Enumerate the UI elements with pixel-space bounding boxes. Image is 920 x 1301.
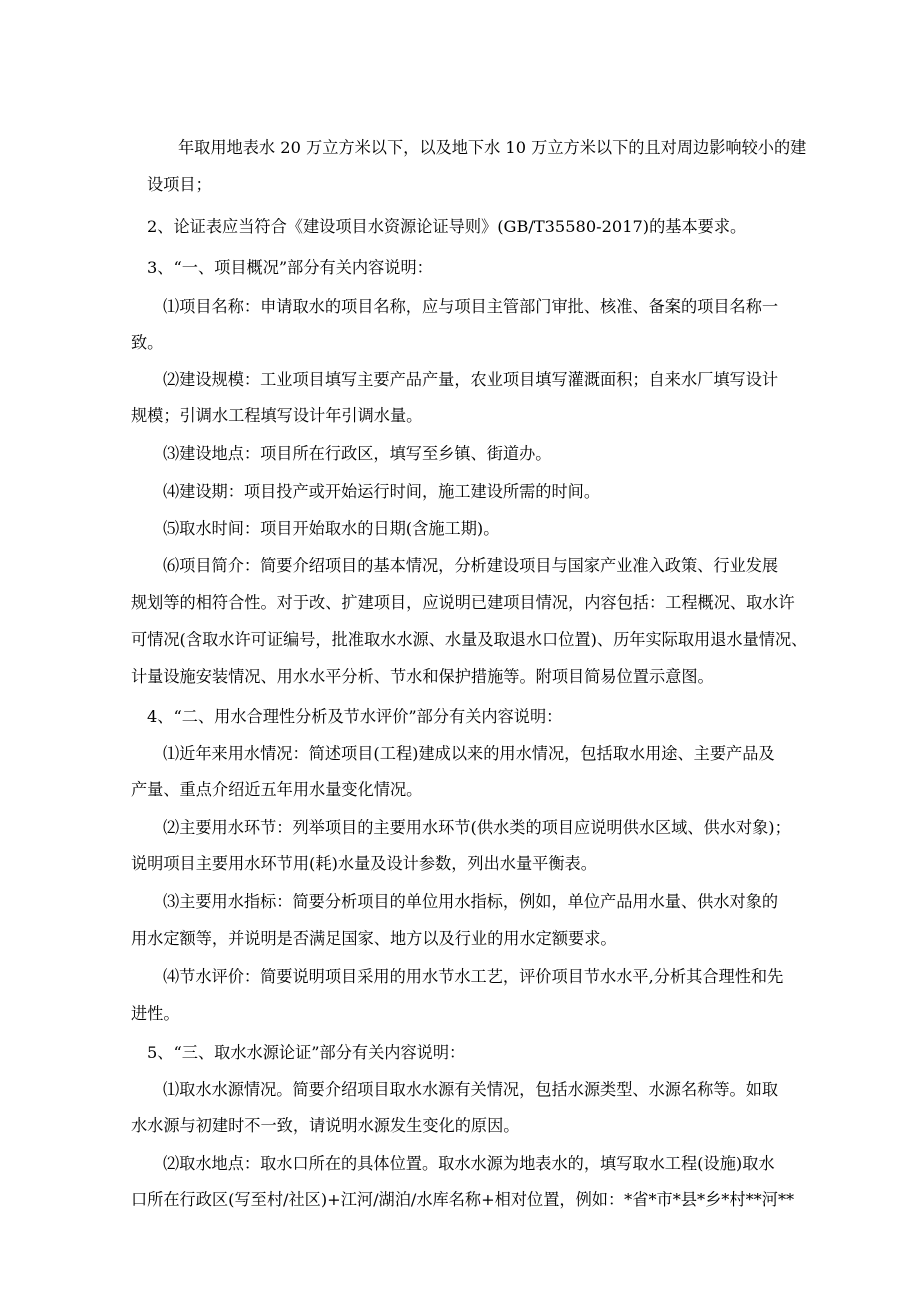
text-line: ⑹项目简介：简要介绍项目的基本情况，分析建设项目与国家产业准入政策、行业发展 [163,556,779,575]
section-heading: 4、“二、用水合理性分析及节水评价”部分有关内容说明： [147,707,563,726]
text-line: 可情况(含取水许可证编号，批准取水水源、水量及取退水口位置)、历年实际取用退水量情况、 [131,630,808,649]
text-line: 进性。 [131,1004,180,1023]
text-line: ⑶主要用水指标：简要分析项目的单位用水指标，例如，单位产品用水量、供水对象的 [163,892,779,911]
text-line: 规划等的相符合性。对于改、扩建项目，应说明已建项目情况，内容包括：工程概况、取水许 [131,593,795,612]
text-line: ⑵主要用水环节：列举项目的主要用水环节(供水类的项目应说明供水区域、供水对象)； [163,818,791,837]
text-line: ⑴项目名称：申请取水的项目名称，应与项目主管部门审批、核准、备案的项目名称一 [163,297,779,316]
text-line: 2、论证表应当符合《建设项目水资源论证导则》(GB/T35580-2017)的基本要求。 [147,217,747,236]
text-line: ⑶建设地点：项目所在行政区，填写至乡镇、街道办。 [163,444,552,463]
text-line: ⑴取水水源情况。简要介绍项目取水水源有关情况，包括水源类型、水源名称等。如取 [163,1080,779,1099]
text-line: 水水源与初建时不一致，请说明水源发生变化的原因。 [131,1116,520,1135]
text-line: 规模；引调水工程填写设计年引调水量。 [131,406,423,425]
text-line: ⑴近年来用水情况：简述项目(工程)建成以来的用水情况，包括取水用途、主要产品及 [163,744,775,763]
text-line: 致。 [131,333,164,352]
text-line: 口所在行政区(写至村/社区)+江河/湖泊/水库名称+相对位置，例如：*省*市*县*乡*村**河** [131,1190,795,1209]
text-line: 用水定额等，并说明是否满足国家、地方以及行业的用水定额要求。 [131,929,617,948]
section-heading: 3、“一、项目概况”部分有关内容说明： [147,258,433,277]
text-line: 说明项目主要用水环节用(耗)水量及设计参数，列出水量平衡表。 [131,854,597,873]
text-line: ⑵取水地点：取水口所在的具体位置。取水水源为地表水的，填写取水工程(设施)取水 [163,1154,775,1173]
text-line: 设项目； [147,175,212,194]
text-line: ⑷节水评价：简要说明项目采用的用水节水工艺，评价项目节水水平,分析其合理性和先 [163,967,784,986]
text-line: 计量设施安装情况、用水水平分析、节水和保护措施等。附项目简易位置示意图。 [131,667,714,686]
text-line: 年取用地表水 20 万立方米以下，以及地下水 10 万立方米以下的且对周边影响较小的建 [178,138,807,157]
text-line: 产量、重点介绍近五年用水量变化情况。 [131,780,423,799]
text-line: ⑷建设期：项目投产或开始运行时间，施工建设所需的时间。 [163,482,601,501]
text-line: ⑵建设规模：工业项目填写主要产品产量，农业项目填写灌溉面积；自来水厂填写设计 [163,370,779,389]
text-line: ⑸取水时间：项目开始取水的日期(含施工期)。 [163,519,500,538]
section-heading: 5、“三、取水水源论证”部分有关内容说明： [147,1043,466,1062]
